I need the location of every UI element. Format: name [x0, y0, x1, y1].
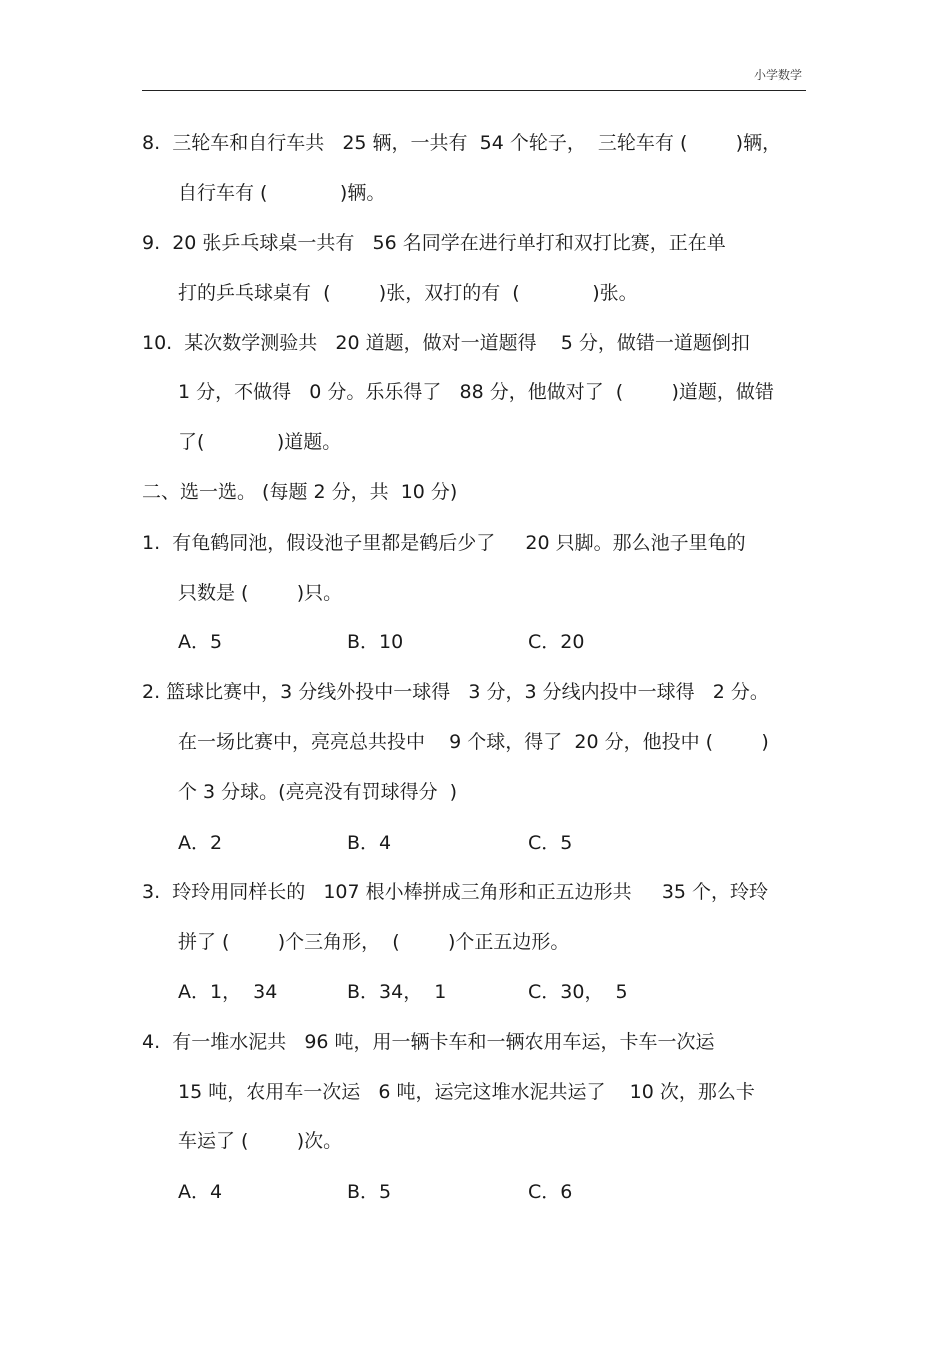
choice-3-option-b: B．34， 1	[347, 981, 447, 1003]
q10-line-2: 1 分，不做得 0 分。乐乐得了 88 分，他做对了 ( )道题，做错	[178, 381, 774, 403]
choice-2-line-1: 2. 篮球比赛中，3 分线外投中一球得 3 分，3 分线内投中一球得 2 分。	[142, 681, 769, 703]
choice-2-line-3: 个 3 分球。(亮亮没有罚球得分 )	[178, 781, 458, 803]
header-title: 小学数学	[753, 68, 802, 82]
choice-1-line-2: 只数是 ( )只。	[178, 582, 343, 604]
q10-line-3: 了( )道题。	[178, 431, 342, 453]
choice-3-option-c: C．30， 5	[528, 981, 628, 1003]
choice-2-option-a: A．2	[178, 832, 223, 854]
choice-4-option-c: C．6	[528, 1181, 573, 1203]
choice-2-option-c: C．5	[528, 832, 573, 854]
q10-line-1: 10. 某次数学测验共 20 道题，做对一道题得 5 分，做错一道题倒扣	[142, 332, 750, 354]
q9-line-2: 打的乒乓球桌有 ( )张，双打的有 ( )张。	[178, 282, 638, 304]
choice-4-option-a: A．4	[178, 1181, 223, 1203]
choice-2-line-2: 在一场比赛中，亮亮总共投中 9 个球，得了 20 分，他投中 ( )	[178, 731, 769, 753]
choice-4-option-b: B．5	[347, 1181, 392, 1203]
choice-2-option-b: B．4	[347, 832, 392, 854]
page-header	[0, 0, 950, 100]
choice-1-option-b: B．10	[347, 631, 404, 653]
q8-line-1: 8. 三轮车和自行车共 25 辆，一共有 54 个轮子， 三轮车有 ( )辆，	[142, 132, 782, 154]
q8-line-2: 自行车有 ( )辆。	[178, 182, 386, 204]
choice-4-line-2: 15 吨，农用车一次运 6 吨，运完这堆水泥共运了 10 次，那么卡	[178, 1081, 755, 1103]
choice-1-line-1: 1. 有龟鹤同池，假设池子里都是鹤后少了 20 只脚。那么池子里龟的	[142, 532, 746, 554]
section-title: 二、选一选。 (每题 2 分，共 10 分)	[142, 481, 458, 503]
choice-3-line-1: 3. 玲玲用同样长的 107 根小棒拼成三角形和正五边形共 35 个，玲玲	[142, 881, 769, 903]
choice-4-line-3: 车运了 ( )次。	[178, 1130, 343, 1152]
choice-4-line-1: 4. 有一堆水泥共 96 吨，用一辆卡车和一辆农用车运，卡车一次运	[142, 1031, 715, 1053]
choice-1-option-a: A．5	[178, 631, 223, 653]
q9-line-1: 9. 20 张乒乓球桌一共有 56 名同学在进行单打和双打比赛，正在单	[142, 232, 726, 254]
header-divider	[142, 90, 806, 91]
choice-3-line-2: 拼了 ( )个三角形， ( )个正五边形。	[178, 931, 570, 953]
choice-1-option-c: C．20	[528, 631, 585, 653]
choice-3-option-a: A．1， 34	[178, 981, 278, 1003]
